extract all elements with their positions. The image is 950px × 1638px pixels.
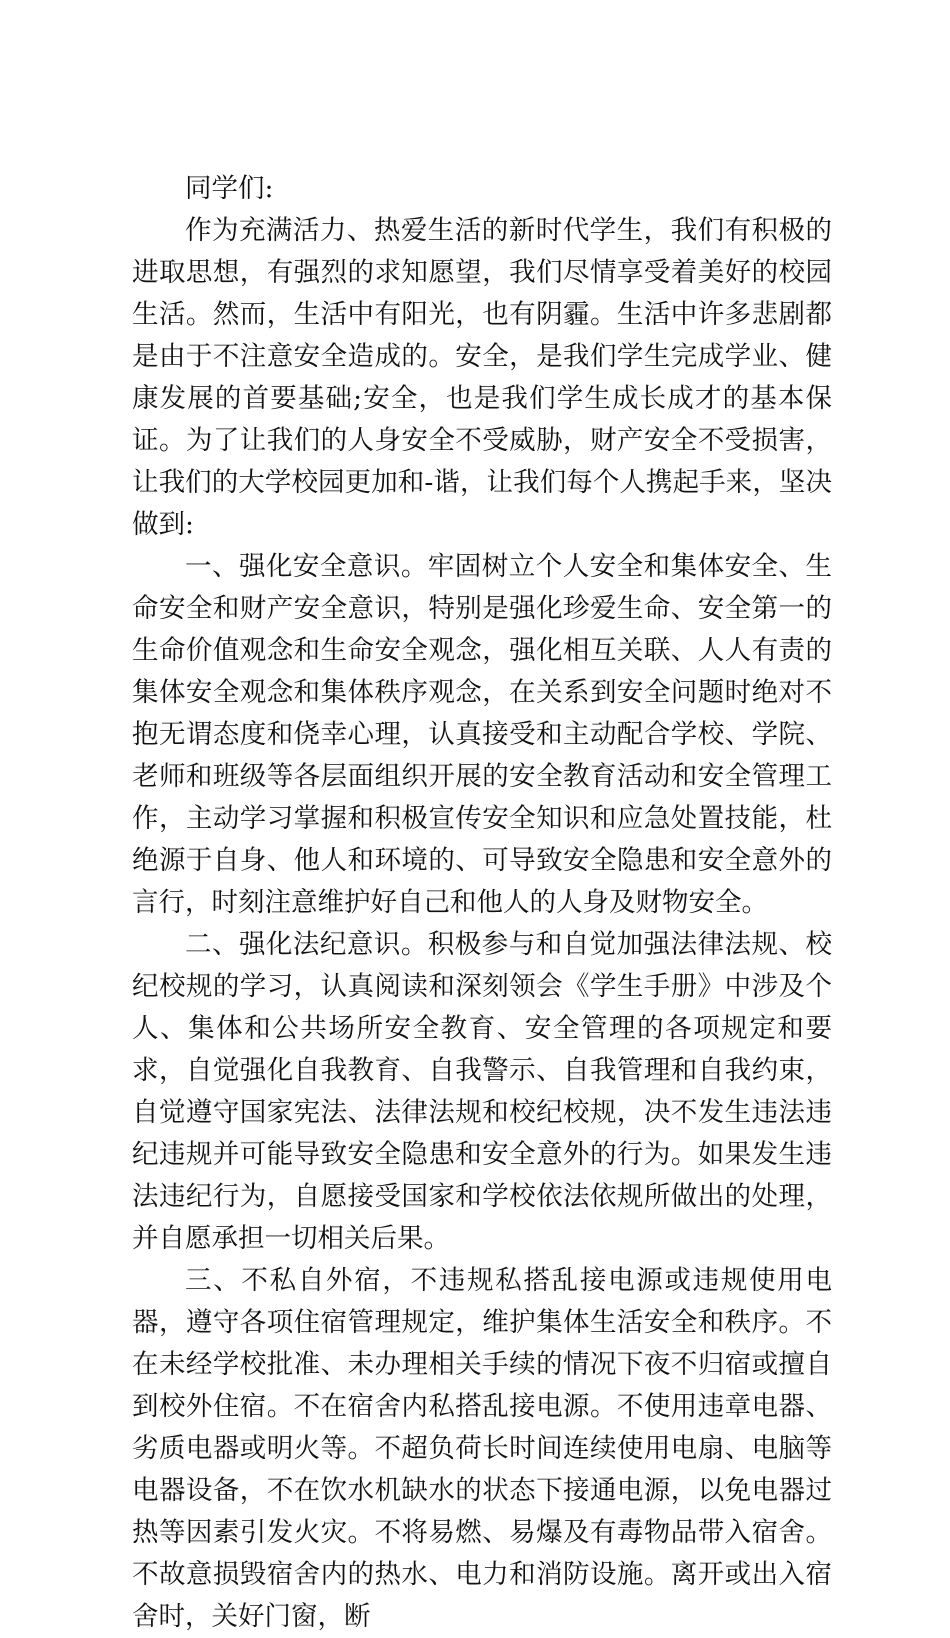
- paragraph-intro: 作为充满活力、热爱生活的新时代学生，我们有积极的进取思想，有强烈的求知愿望，我们尽情享受着美好的校园生活。然而，生活中有阳光，也有阴霾。生活中许多悲剧都是由于不注意安全造成的。安全，是我们学生完成学业、健康发展的首要基础;安全，也是我们学生成长成才的基本保证。为了让我们的人身安全不受威胁，财产安全不受损害，让我们的大学校园更加和-谐，让我们每个人携起手来，坚决做到:: [132, 215, 832, 540]
- paragraph-dorm-rules: 三、不私自外宿，不违规私搭乱接电源或违规使用电器，遵守各项住宿管理规定，维护集体生活安全和秩序。不在未经学校批准、未办理相关手续的情况下夜不归宿或擅自到校外住宿。不在宿舍内私搭乱接电源。不使用违章电器、劣质电器或明火等。不超负荷长时间连续使用电扇、电脑等电器设备，不在饮水机缺水的状态下接通电源，以免电器过热等因素引发火灾。不将易燃、易爆及有毒物品带入宿舍。不故意损毁宿舍内的热水、电力和消防设施。离开或出入宿舍时，关好门窗，断: [132, 1265, 832, 1632]
- paragraph-safety-awareness: 一、强化安全意识。牢固树立个人安全和集体安全、生命安全和财产安全意识，特别是强化珍爱生命、安全第一的生命价值观念和生命安全观念，强化相互关联、人人有责的集体安全观念和集体秩序观念，在关系到安全问题时绝对不抱无谓态度和侥幸心理，认真接受和主动配合学校、学院、老师和班级等各层面组织开展的安全教育活动和安全管理工作，主动学习掌握和积极宣传安全知识和应急处置技能，杜绝源于自身、他人和环境的、可导致安全隐患和安全意外的言行，时刻注意维护好自己和他人的人身及财物安全。: [132, 551, 832, 918]
- paragraph-law-awareness: 二、强化法纪意识。积极参与和自觉加强法律法规、校纪校规的学习，认真阅读和深刻领会《学生手册》中涉及个人、集体和公共场所安全教育、安全管理的各项规定和要求，自觉强化自我教育、自我警示、自我管理和自我约束，自觉遵守国家宪法、法律法规和校纪校规，决不发生违法违纪违规并可能导致安全隐患和安全意外的行为。如果发生违法违纪行为，自愿接受国家和学校依法依规所做出的处理，并自愿承担一切相关后果。: [132, 929, 832, 1254]
- document-body: [132, 168, 832, 1638]
- salutation: 同学们:: [185, 173, 274, 204]
